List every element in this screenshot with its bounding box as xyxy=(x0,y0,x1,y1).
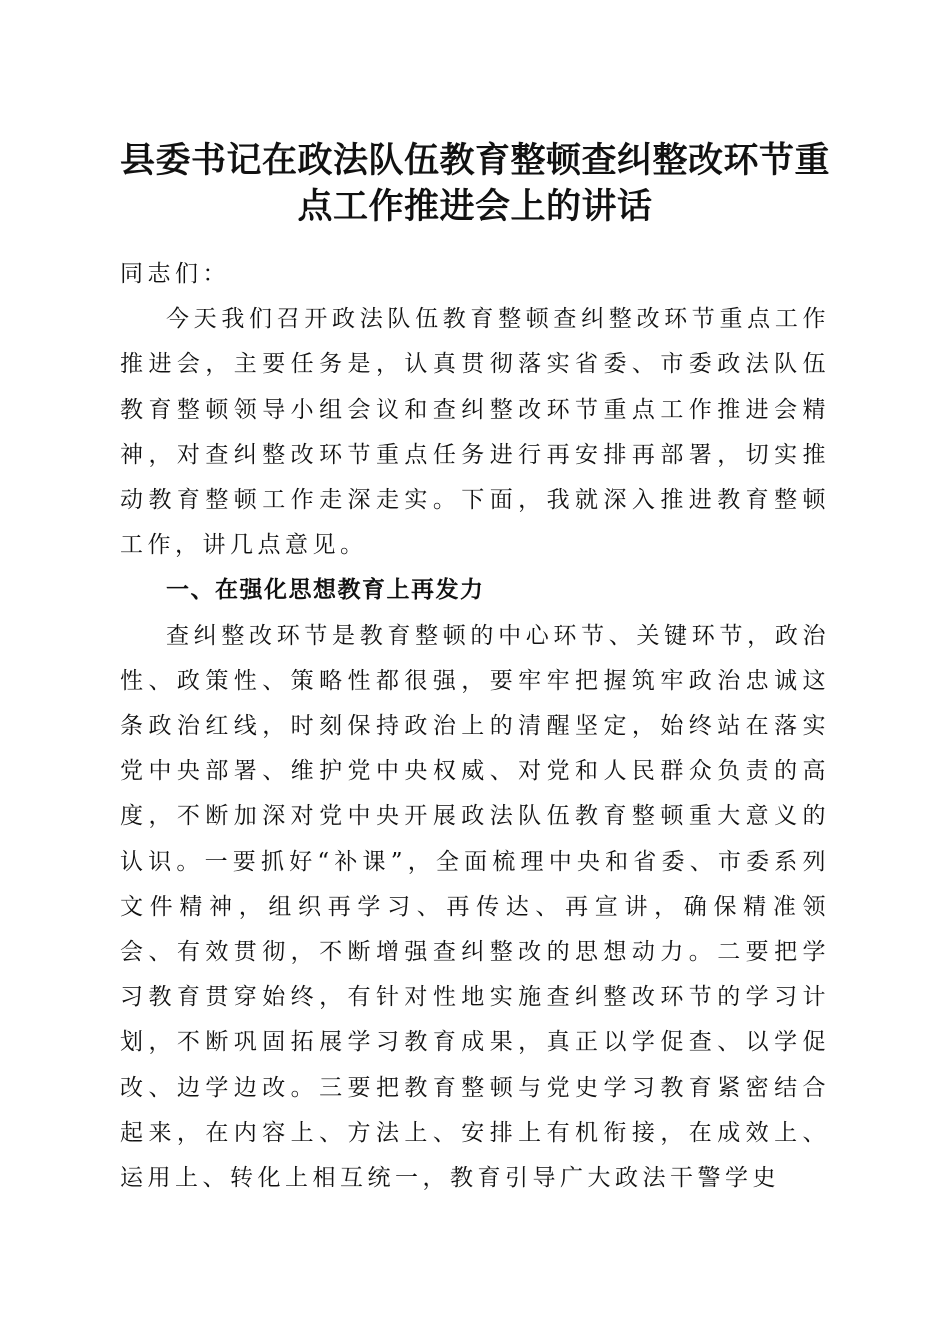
salutation: 同志们： xyxy=(120,261,230,287)
intro-paragraph: 今天我们召开政法队伍教育整顿查纠整改环节重点工作推进会，主要任务是，认真贯彻落实省委、市委政法队伍教育整顿领导小组会议和查纠整改环节重点工作推进会精神，对查纠整改环节重点任务进行再安排再部署，切实推动教育整顿工作走深走实。下面，我就深入推进教育整顿工作，讲几点意见。 xyxy=(120,306,830,559)
document-title: 县委书记在政法队伍教育整顿查纠整改环节重点工作推进会上的讲话 xyxy=(119,140,830,227)
section-paragraph: 查纠整改环节是教育整顿的中心环节、关键环节，政治性、政策性、策略性都很强，要牢牢把握筑牢政治忠诚这条政治红线，时刻保持政治上的清醒坚定，始终站在落实党中央部署、维护党中央权威、对党和人民群众负责的高度，不断加深对党中央开展政法队伍教育整顿重大意义的认识。一要抓好“补课”，全面梳理中央和省委、市委系列文件精神，组织再学习、再传达、再宣讲，确保精准领会、有效贯彻，不断增强查纠整改的思想动力。二要把学习教育贯穿始终，有针对性地实施查纠整改环节的学习计划，不断巩固拓展学习教育成果，真正以学促查、以学促改、边学边改。三要把教育整顿与党史学习教育紧密结合起来，在内容上、方法上、安排上有机衔接，在成效上、运用上、转化上相互统一，教育引导广大政法干警学史 xyxy=(120,622,830,1192)
document-body xyxy=(120,252,830,1201)
section-heading: 一、在强化思想教育上再发力 xyxy=(166,577,485,604)
